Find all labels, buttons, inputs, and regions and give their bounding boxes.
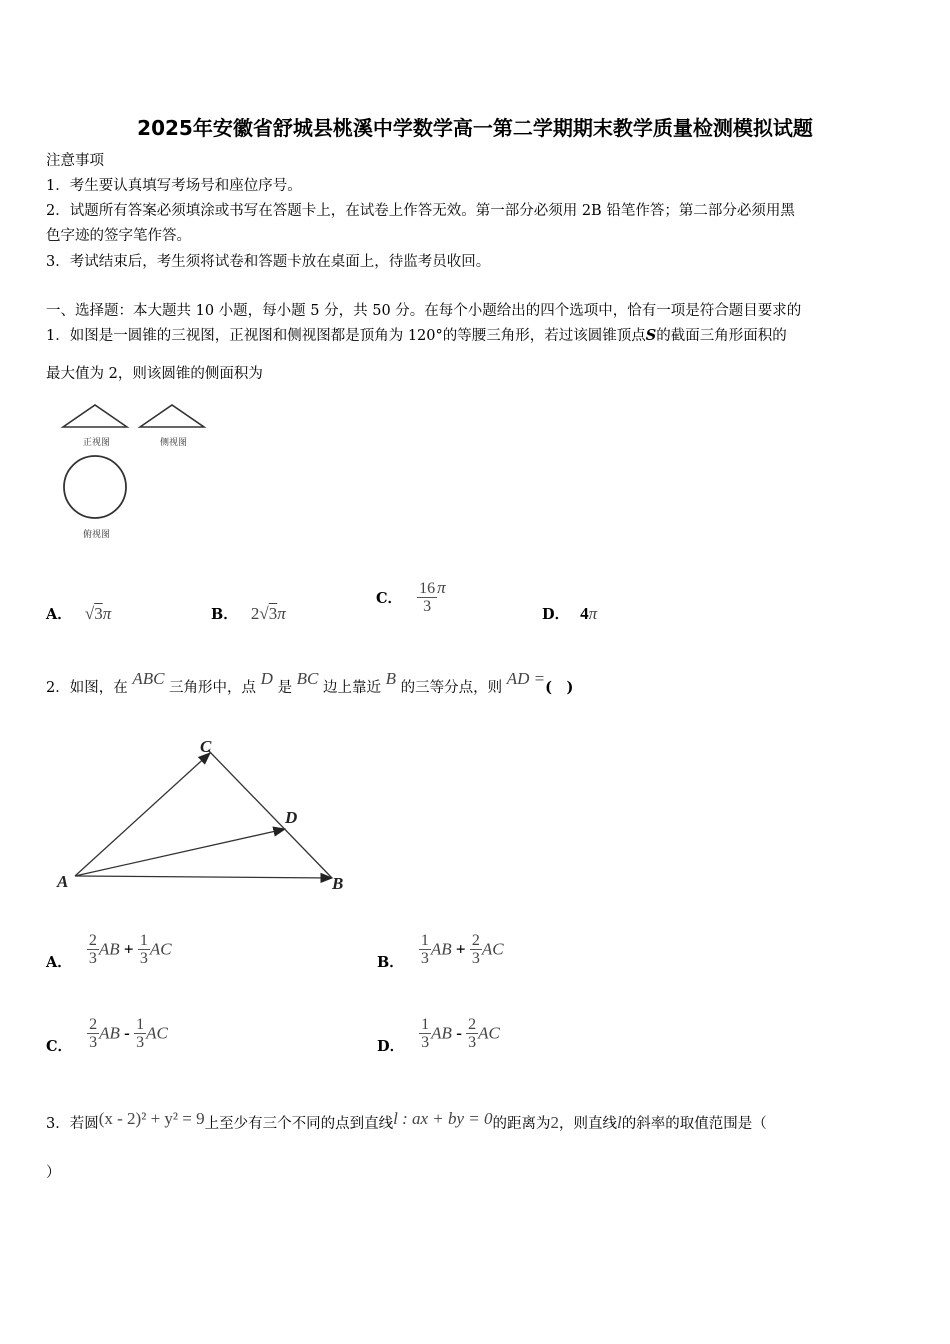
vector-ac: [75, 753, 210, 876]
section-heading: 一、选择题：本大题共 10 小题，每小题 5 分，共 50 分。在每个小题给出的四个选项中，恰有一项是符合题目要求的: [46, 303, 802, 319]
front-view-label: 正视图: [83, 437, 111, 447]
q1-three-view-figure: [55, 395, 215, 545]
segment-cb: [208, 750, 332, 878]
notice-item: 3．考试结束后，考生须将试卷和答题卡放在桌面上，待监考员收回。: [46, 254, 491, 270]
q1-option-d[interactable]: D． 4π: [542, 604, 598, 623]
notice-item: 2．试题所有答案必须填涂或书写在答题卡上，在试卷上作答无效。第一部分必须用 2B 铅笔作答；第二部分必须用黑: [46, 203, 795, 219]
q2-option-a[interactable]: A． $\frac{2}{3}$ AB + $\frac{1}{3}$ AC: [46, 932, 172, 971]
vertex-a-label: A: [57, 872, 69, 891]
notice-item: 色字迹的签字笔作答。: [46, 228, 191, 244]
q2-option-c[interactable]: C． $\frac{2}{3}$ AB - $\frac{1}{3}$ AC: [46, 1016, 168, 1055]
notice-heading: 注意事项: [46, 153, 104, 169]
q1-option-a[interactable]: A． √3π: [46, 604, 112, 623]
q2-option-d[interactable]: D． $\frac{1}{3}$ AB - $\frac{2}{3}$ AC: [377, 1016, 500, 1055]
side-view-label: 侧视图: [160, 437, 188, 447]
q1-option-b[interactable]: B． 2√3π: [211, 604, 286, 623]
q3-answer-paren-close: ）: [46, 1165, 61, 1181]
vector-ad: [75, 829, 285, 876]
vertex-b-label: B: [332, 874, 344, 893]
q1-stem-line1: 1．如图是一圆锥的三视图，正视图和侧视图都是顶角为 120°的等腰三角形，若过该圆锥顶点S的截面三角形面积的: [46, 327, 787, 344]
q1-option-c[interactable]: C． $\frac{16}{3}$ π: [376, 577, 446, 615]
front-view-triangle: [63, 405, 127, 427]
top-view-label: 俯视图: [83, 529, 111, 539]
notice-item: 1．考生要认真填写考场号和座位序号。: [46, 178, 302, 194]
vertex-d-label: D: [285, 808, 298, 827]
q2-option-b[interactable]: B． $\frac{1}{3}$ AB + $\frac{2}{3}$ AC: [377, 932, 504, 971]
q3-stem: 3．若圆(x - 2)² + y² = 9上至少有三个不同的点到直线l : ax + by = 0的距离为2，则直线l的斜率的取值范围是（: [46, 1109, 767, 1132]
vertex-c-label: C: [200, 737, 212, 756]
vector-ab: [75, 876, 332, 878]
q2-stem: 2．如图，在 ABC 三角形中，点 D 是 BC 边上靠近 B 的三等分点，则 AD =( ): [46, 669, 574, 696]
top-view-circle: [64, 456, 126, 518]
q1-stem-line2: 最大值为 2，则该圆锥的侧面积为: [46, 366, 263, 382]
q2-triangle-figure: [50, 730, 370, 900]
side-view-triangle: [140, 405, 204, 427]
page-title: 2025年安徽省舒城县桃溪中学数学高一第二学期期末教学质量检测模拟试题: [137, 116, 813, 140]
